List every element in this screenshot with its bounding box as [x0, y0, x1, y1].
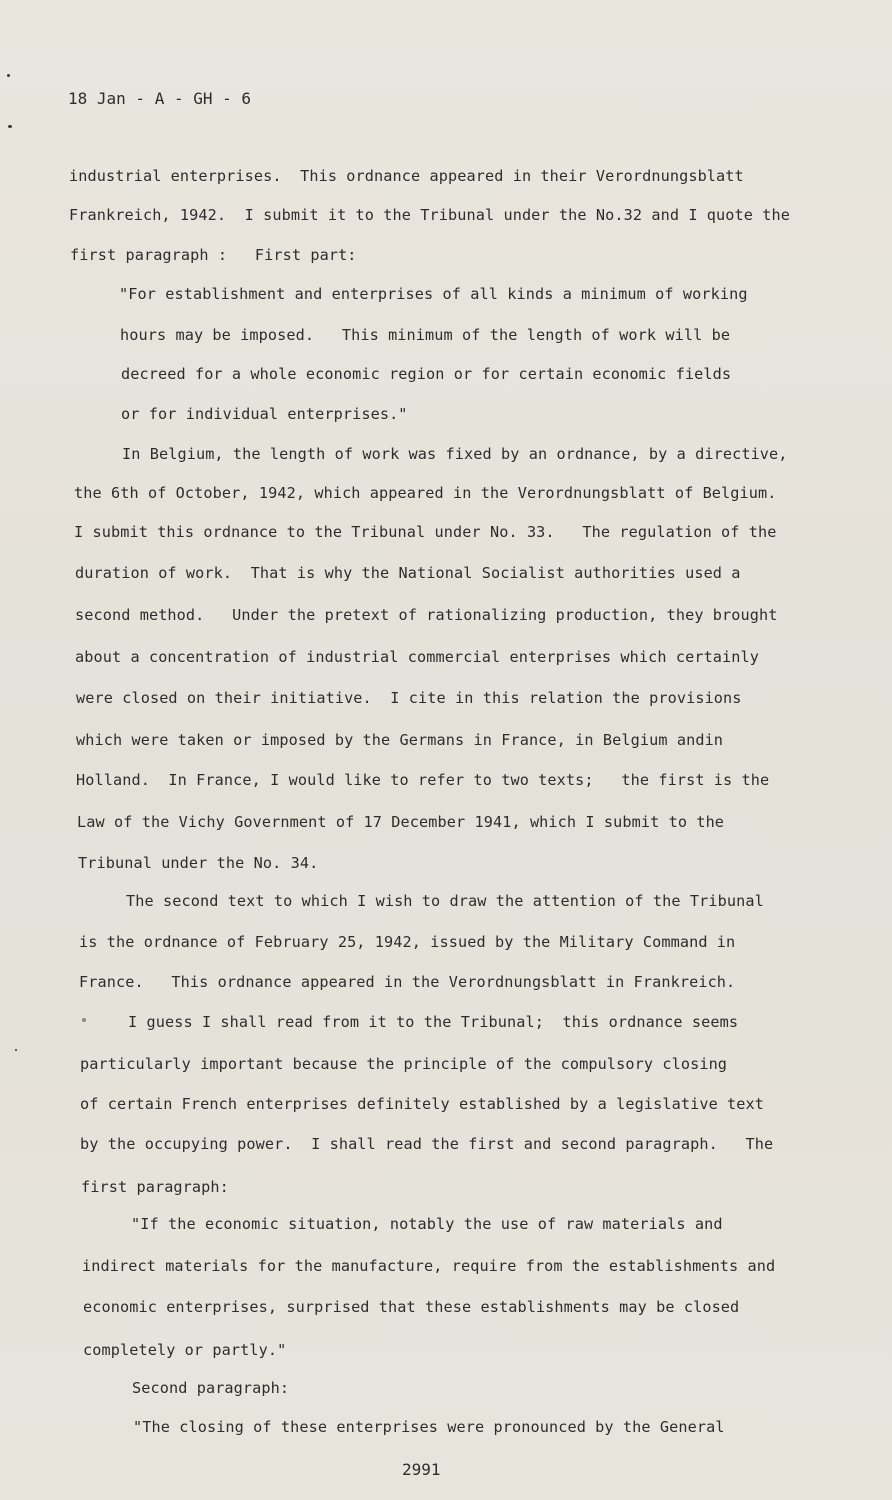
text-line: "If the economic situation, notably the use of raw materials and	[131, 1215, 723, 1233]
ink-spot	[82, 1018, 86, 1022]
text-line: France. This ordnance appeared in the Verordnungsblatt in Frankreich.	[79, 973, 736, 991]
text-line: were closed on their initiative. I cite in this relation the provisions	[76, 689, 742, 707]
text-line: Law of the Vichy Government of 17 December 1941, which I submit to the	[77, 813, 725, 831]
text-line: I submit this ordnance to the Tribunal under No. 33. The regulation of the	[74, 523, 777, 541]
text-line: which were taken or imposed by the Germans in France, in Belgium andin	[76, 731, 724, 749]
text-line: is the ordnance of February 25, 1942, issued by the Military Command in	[79, 933, 736, 951]
text-line: or for individual enterprises."	[121, 405, 408, 423]
page-header: 18 Jan - A - GH - 6	[68, 89, 252, 108]
text-line: Tribunal under the No. 34.	[78, 854, 319, 872]
page-number: 2991	[402, 1460, 441, 1479]
text-line: decreed for a whole economic region or for certain economic fields	[121, 365, 732, 383]
text-line: Holland. In France, I would like to refer to two texts; the first is the	[76, 771, 770, 789]
text-line: Second paragraph:	[132, 1379, 290, 1397]
text-line: first paragraph : First part:	[70, 246, 357, 264]
text-line: indirect materials for the manufacture, require from the establishments and	[82, 1257, 776, 1275]
text-line: completely or partly."	[83, 1341, 287, 1359]
punch-mark	[15, 1049, 17, 1051]
text-line: "For establishment and enterprises of all kinds a minimum of working	[119, 285, 748, 303]
text-line: economic enterprises, surprised that these establishments may be closed	[83, 1298, 740, 1316]
text-line: second method. Under the pretext of rationalizing production, they brought	[75, 606, 778, 624]
text-line: The second text to which I wish to draw the attention of the Tribunal	[126, 892, 764, 910]
punch-mark	[7, 74, 10, 77]
text-line: industrial enterprises. This ordnance appeared in their Verordnungsblatt	[69, 167, 744, 185]
text-line: the 6th of October, 1942, which appeared in the Verordnungsblatt of Belgium.	[74, 484, 777, 502]
punch-mark	[8, 125, 12, 128]
text-line: particularly important because the principle of the compulsory closing	[80, 1055, 728, 1073]
text-line: In Belgium, the length of work was fixed by an ordnance, by a directive,	[122, 445, 788, 463]
text-line: "The closing of these enterprises were pronounced by the General	[133, 1418, 725, 1436]
text-line: Frankreich, 1942. I submit it to the Tribunal under the No.32 and I quote the	[69, 206, 791, 224]
text-line: duration of work. That is why the National Socialist authorities used a	[75, 564, 741, 582]
text-line: of certain French enterprises definitely established by a legislative text	[80, 1095, 765, 1113]
text-line: hours may be imposed. This minimum of the length of work will be	[120, 326, 731, 344]
text-line: first paragraph:	[81, 1178, 229, 1196]
text-line: about a concentration of industrial commercial enterprises which certainly	[75, 648, 760, 666]
text-line: by the occupying power. I shall read the first and second paragraph. The	[80, 1135, 774, 1153]
text-line: I guess I shall read from it to the Tribunal; this ordnance seems	[128, 1013, 739, 1031]
